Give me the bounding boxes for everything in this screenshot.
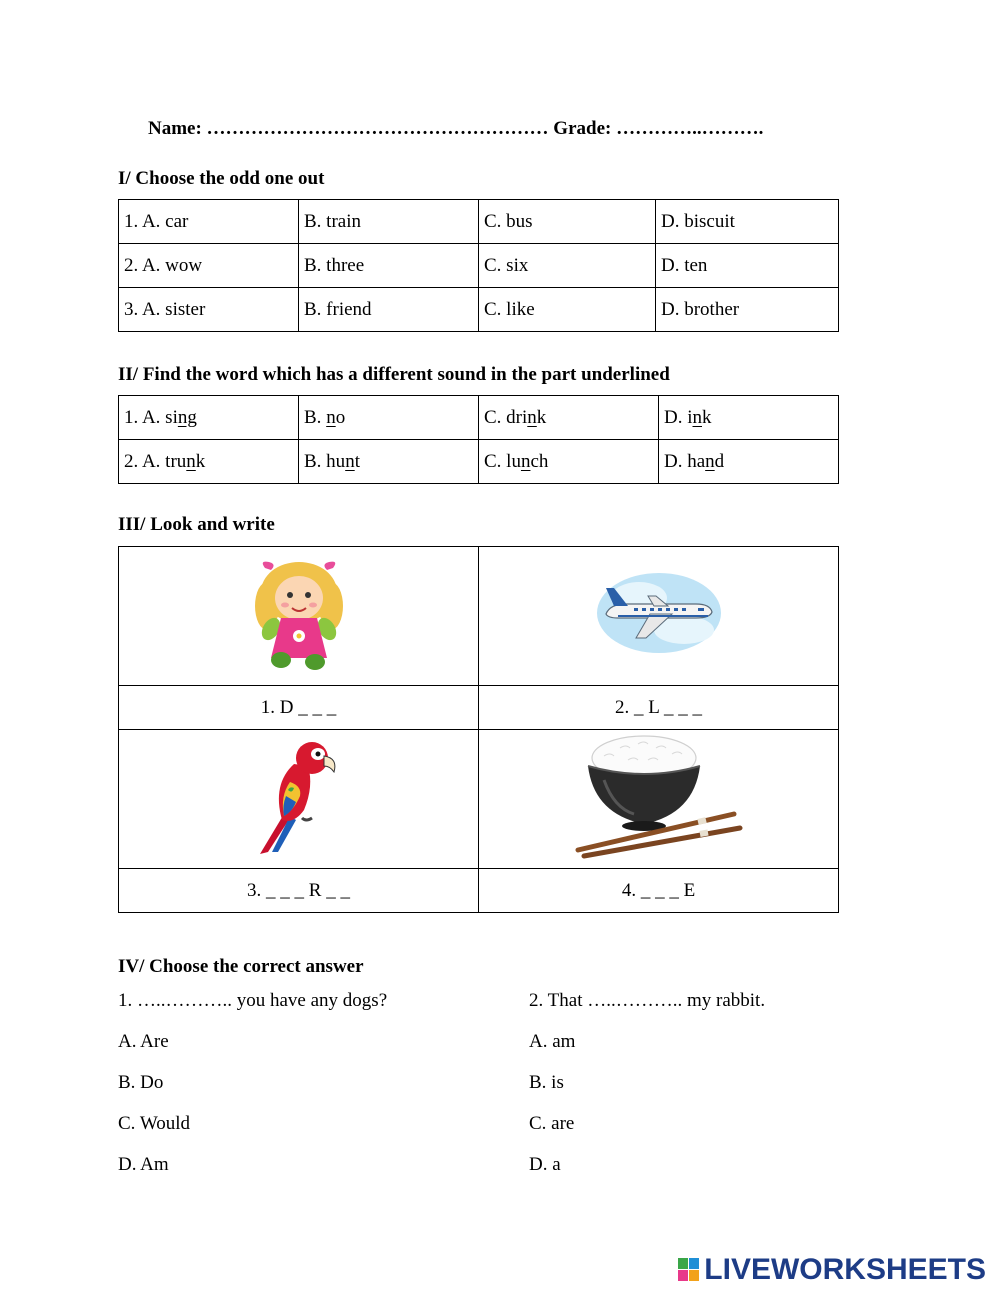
- option-cell: D. ten: [656, 244, 839, 288]
- option-cell: B. hunt: [299, 440, 479, 484]
- name-grade-line: Name: ……………………………………………… Grade: …………..……….: [148, 118, 764, 139]
- picture-cell: [479, 730, 839, 869]
- option-cell: B. no: [299, 396, 479, 440]
- option-cell: D. biscuit: [656, 200, 839, 244]
- answer-option[interactable]: C. are: [529, 1113, 575, 1134]
- picture-cell: [119, 547, 479, 686]
- table-row: [119, 244, 839, 288]
- answer-option[interactable]: B. is: [529, 1072, 564, 1093]
- section3-heading: III/ Look and write: [118, 514, 275, 535]
- table-row: [119, 547, 839, 686]
- table-row: [119, 396, 839, 440]
- option-cell: C. six: [479, 244, 656, 288]
- option-cell: B. three: [299, 244, 479, 288]
- question-1-stem: 1. …..……….. you have any dogs?: [118, 990, 388, 1011]
- option-cell: C. bus: [479, 200, 656, 244]
- logo-mark-icon: [678, 1258, 700, 1282]
- picture-cell: [479, 547, 839, 686]
- option-cell: 3. A. sister: [119, 288, 299, 332]
- section1-heading: I/ Choose the odd one out: [118, 168, 325, 189]
- picture-cell: [119, 730, 479, 869]
- doll-icon: [239, 554, 359, 672]
- table-row: [119, 730, 839, 869]
- logo-text: LIVEWORKSHEETS: [704, 1253, 986, 1286]
- option-cell: 2. A. wow: [119, 244, 299, 288]
- look-and-write-table: [118, 546, 839, 913]
- table-row: [119, 440, 839, 484]
- option-cell: 1. A. sing: [119, 396, 299, 440]
- answer-option[interactable]: A. am: [529, 1031, 576, 1052]
- answer-option[interactable]: D. Am: [118, 1154, 169, 1175]
- answer-option[interactable]: A. Are: [118, 1031, 169, 1052]
- section4-heading: IV/ Choose the correct answer: [118, 956, 364, 977]
- write-prompt: 1. D _ _ _: [119, 686, 479, 730]
- option-cell: D. ink: [659, 396, 839, 440]
- table-row: [119, 686, 839, 730]
- table-row: [119, 869, 839, 913]
- option-cell: D. hand: [659, 440, 839, 484]
- answer-option[interactable]: B. Do: [118, 1072, 164, 1093]
- option-cell: 2. A. trunk: [119, 440, 299, 484]
- option-cell: C. lunch: [479, 440, 659, 484]
- liveworksheets-logo[interactable]: [678, 1253, 986, 1287]
- sound-table: [118, 395, 839, 484]
- write-prompt: 2. _ L _ _ _: [479, 686, 839, 730]
- odd-one-out-table: [118, 199, 839, 332]
- option-cell: C. like: [479, 288, 656, 332]
- option-cell: D. brother: [656, 288, 839, 332]
- answer-option[interactable]: D. a: [529, 1154, 561, 1175]
- airplane-icon: [594, 568, 724, 658]
- write-prompt: 4. _ _ _ E: [479, 869, 839, 913]
- table-row: [119, 200, 839, 244]
- write-prompt: 3. _ _ _ R _ _: [119, 869, 479, 913]
- question-2-stem: 2. That …..……….. my rabbit.: [529, 990, 766, 1011]
- option-cell: C. drink: [479, 396, 659, 440]
- table-row: [119, 288, 839, 332]
- rice-bowl-icon: [574, 732, 744, 860]
- answer-option[interactable]: C. Would: [118, 1113, 191, 1134]
- section2-heading: II/ Find the word which has a different sound in the part underlined: [118, 364, 670, 385]
- parrot-icon: [254, 734, 344, 858]
- option-cell: B. train: [299, 200, 479, 244]
- option-cell: 1. A. car: [119, 200, 299, 244]
- option-cell: B. friend: [299, 288, 479, 332]
